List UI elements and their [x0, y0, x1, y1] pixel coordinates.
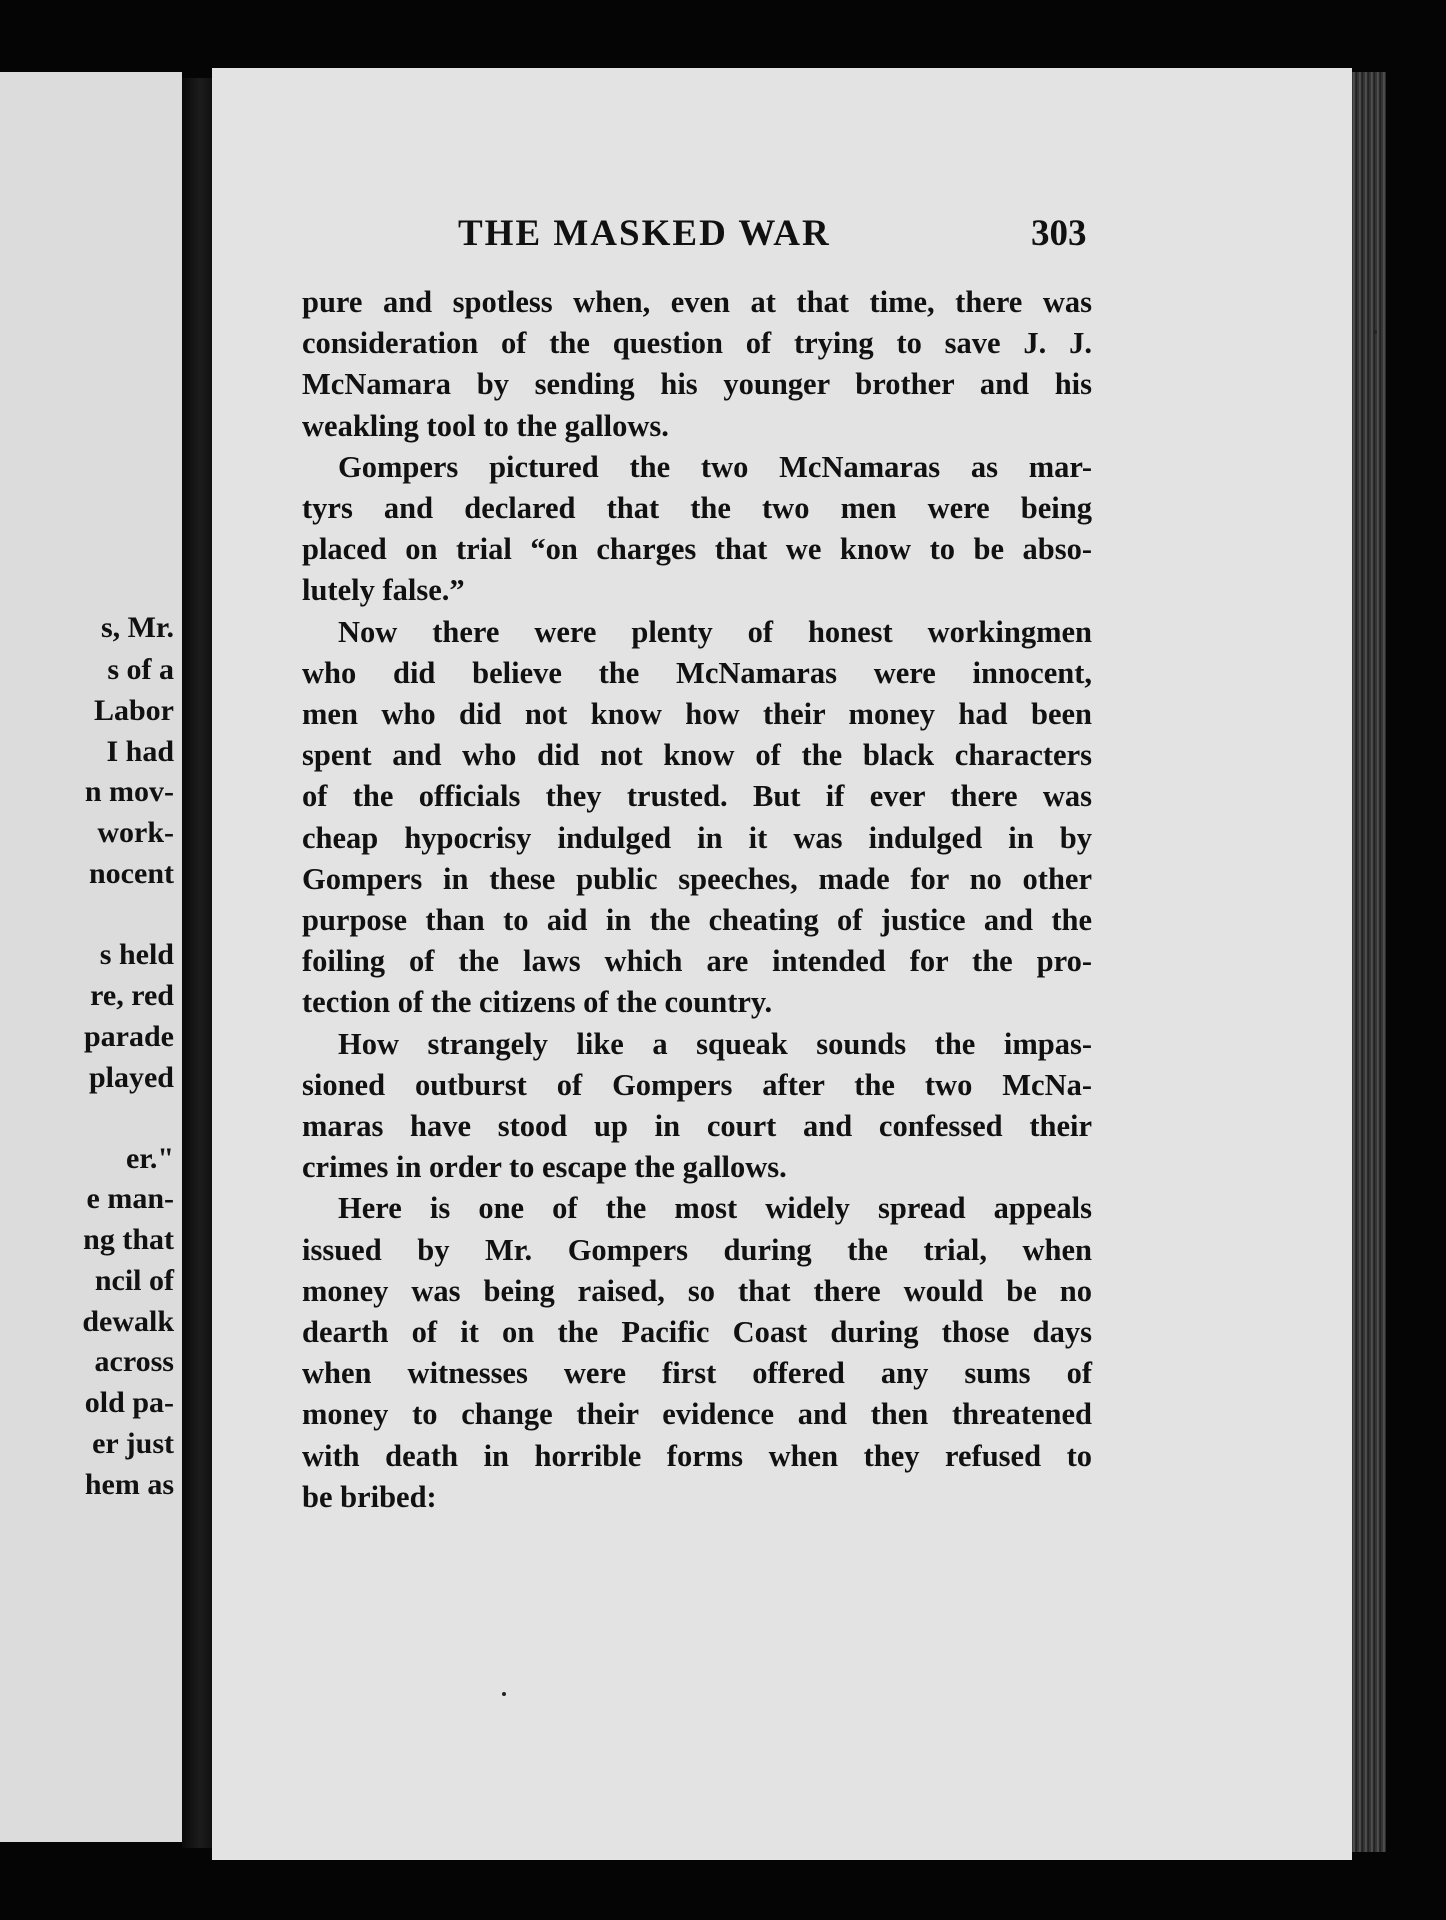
running-head: THE MASKED WAR — [458, 213, 831, 254]
text-line: who did believe the McNamaras were innocent, — [302, 655, 1092, 690]
text-line: Now there were plenty of honest workingmen — [338, 614, 1092, 649]
text-line: money to change their evidence and then threatened — [302, 1397, 1092, 1432]
left-page-fragment: hem as — [84, 1468, 174, 1501]
left-page-fragment: parade — [84, 1020, 174, 1053]
text-line: be bribed: — [302, 1479, 437, 1514]
text-line: Gompers in these public speeches, made for no other — [302, 861, 1092, 896]
left-page-fragment: played — [88, 1061, 174, 1094]
left-page-fragment: e man- — [86, 1182, 174, 1215]
left-page-fragment: ng that — [83, 1223, 174, 1256]
text-line: men who did not know how their money had been — [302, 697, 1092, 732]
text-line: crimes in order to escape the gallows. — [302, 1150, 787, 1185]
text-line: Here is one of the most widely spread appeals — [338, 1191, 1092, 1226]
text-line: sioned outburst of Gompers after the two McNa- — [302, 1067, 1092, 1102]
scan-speck — [1373, 330, 1377, 334]
text-line: dearth of it on the Pacific Coast during those days — [302, 1315, 1092, 1350]
left-page-fragment: nocent — [89, 857, 174, 890]
left-page-fragment: er." — [125, 1142, 174, 1175]
text-line: McNamara by sending his younger brother and his — [302, 367, 1092, 402]
text-line: foiling of the laws which are intended for the pro- — [302, 944, 1092, 979]
left-page-fragment: er just — [92, 1427, 174, 1460]
text-line: of the officials they trusted. But if ever there was — [302, 779, 1092, 814]
text-line: cheap hypocrisy indulged in it was indulged in by — [302, 820, 1092, 855]
page-edge — [1352, 72, 1386, 1852]
text-line: tyrs and declared that the two men were being — [302, 491, 1092, 526]
text-line: when witnesses were first offered any sums of — [302, 1356, 1092, 1391]
left-page-fragment: s held — [99, 938, 174, 971]
left-page-fragment: Labor — [93, 694, 174, 727]
text-line: placed on trial “on charges that we know to be abso- — [302, 532, 1092, 567]
page-number: 303 — [1031, 213, 1087, 254]
left-page-fragment: I had — [106, 735, 174, 768]
left-page-fragment: ncil of — [94, 1264, 174, 1297]
left-page-fragment: s of a — [107, 653, 174, 686]
text-line: pure and spotless when, even at that time, there was — [302, 285, 1092, 319]
left-page-fragment: s, Mr. — [100, 611, 174, 644]
text-line: tection of the citizens of the country. — [302, 985, 773, 1020]
left-page-fragment: old pa- — [84, 1386, 174, 1419]
text-line: How strangely like a squeak sounds the impas- — [338, 1026, 1092, 1061]
text-line: lutely false.” — [302, 573, 465, 608]
left-page-fragment: dewalk — [82, 1305, 174, 1338]
text-line: issued by Mr. Gompers during the trial, when — [302, 1232, 1092, 1267]
text-line: weakling tool to the gallows. — [302, 408, 669, 443]
text-line: with death in horrible forms when they refused to — [302, 1438, 1092, 1473]
left-page-fragment: work- — [97, 816, 174, 849]
left-page-fragment: re, red — [90, 979, 174, 1012]
left-page — [0, 72, 182, 1842]
text-line: Gompers pictured the two McNamaras as mar- — [338, 449, 1092, 484]
text-line: purpose than to aid in the cheating of justice and the — [302, 903, 1092, 938]
left-page-fragment: across — [94, 1345, 174, 1378]
left-page-fragment: n mov- — [84, 775, 174, 808]
text-line: money was being raised, so that there would be no — [302, 1273, 1092, 1308]
body-text — [302, 282, 1092, 1518]
text-line: consideration of the question of trying to save J. J. — [302, 326, 1092, 361]
text-line: maras have stood up in court and confessed their — [302, 1109, 1092, 1144]
book-gutter — [182, 78, 212, 1848]
text-line: spent and who did not know of the black characters — [302, 738, 1092, 773]
scan-speck — [502, 1692, 506, 1696]
